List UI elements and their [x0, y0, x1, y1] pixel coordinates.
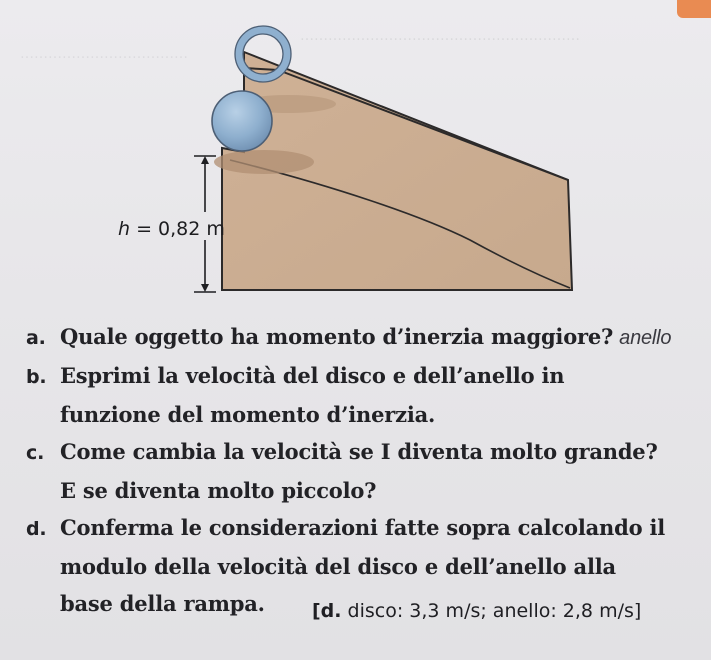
question-letter: d.: [26, 518, 47, 540]
question-list: [26, 318, 696, 622]
question-a: [26, 318, 696, 357]
height-label: [118, 218, 225, 240]
disc-object: [212, 91, 272, 151]
question-text: Conferma le considerazioni fatte sopra calcolando il: [60, 515, 666, 540]
question-letter: b.: [26, 366, 47, 388]
answer-text: disco: 3,3 m/s; anello: 2,8 m/s]: [341, 600, 642, 622]
answer-prefix: [d.: [312, 600, 342, 622]
question-letter: c.: [26, 442, 45, 464]
ramp-illustration: [0, 0, 711, 320]
question-text: Esprimi la velocità del disco e dell’anello in: [60, 363, 565, 388]
show-through-text: ……………………………………………………: [300, 28, 580, 44]
question-b: [26, 357, 696, 433]
answer-key: [312, 600, 641, 622]
question-text: Quale oggetto ha momento d’inerzia maggiore?: [60, 324, 614, 349]
question-text: funzione del momento d’inerzia.: [60, 402, 436, 427]
handwritten-note: anello: [619, 327, 672, 349]
question-text: E se diventa molto piccolo?: [60, 478, 377, 503]
question-text: Come cambia la velocità se I diventa molto grande?: [60, 439, 658, 464]
question-letter: a.: [26, 327, 46, 349]
question-c: [26, 433, 696, 509]
ramp-figure: [0, 0, 711, 320]
height-value: = 0,82 m: [136, 218, 225, 240]
height-variable: h: [118, 218, 131, 240]
show-through-text: ………………………………: [20, 46, 188, 62]
question-text: modulo della velocità del disco e dell’anello alla: [60, 554, 616, 579]
question-text: base della rampa.: [60, 591, 265, 616]
